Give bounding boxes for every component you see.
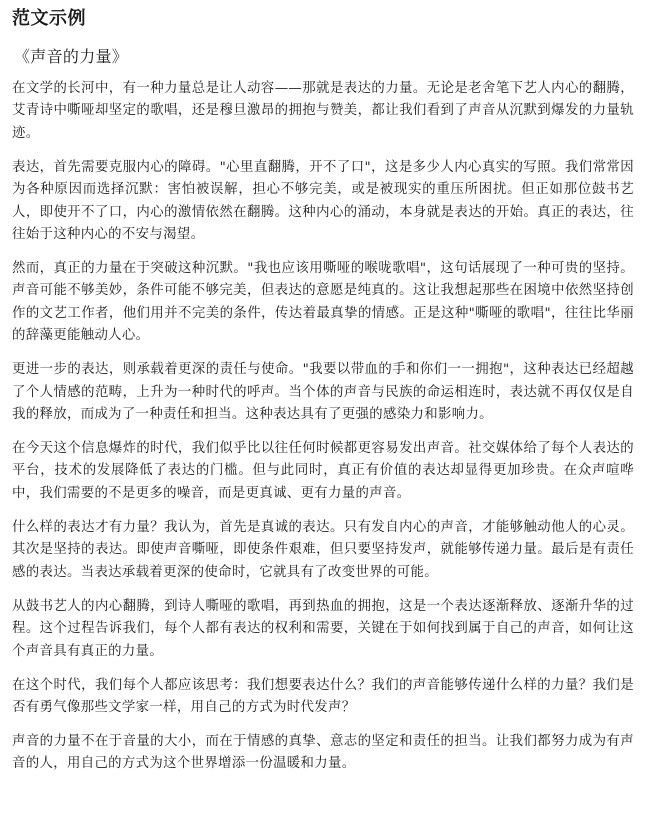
paragraph: 从鼓书艺人的内心翻腾，到诗人嘶哑的歌唱，再到热血的拥抱，这是一个表达逐渐释放、逐渐升华的过程。这个过程告诉我们，每个人都有表达的权利和需要，关键在于如何找到属于自己的声音，如何让这个声音具有真正的力量。 (12, 598, 634, 659)
paragraph: 然而，真正的力量在于突破这种沉默。"我也应该用嘶哑的喉咙歌唱"，这句话展现了一种可贵的坚持。声音可能不够美妙，条件可能不够完美，但表达的意愿是纯真的。这让我想起那些在困境中依然坚持创作的文艺工作者，他们用并不完美的条件，传达着最真挚的情感。正是这种"嘶哑的歌唱"，往往比华丽的辞藻更能触动人心。 (12, 261, 634, 344)
paragraph: 在今天这个信息爆炸的时代，我们似乎比以往任何时候都更容易发出声音。社交媒体给了每个人表达的平台，技术的发展降低了表达的门槛。但与此同时，真正有价值的表达却显得更加珍贵。在众声喧哗中，我们需要的不是更多的噪音，而是更真诚、更有力量的声音。 (12, 441, 634, 501)
essay-body (12, 78, 634, 776)
paragraph: 声音的力量不在于音量的大小，而在于情感的真挚、意志的坚定和责任的担当。让我们都努力成为有声音的人，用自己的方式为这个世界增添一份温暖和力量。 (12, 733, 634, 772)
paragraph: 表达，首先需要克服内心的障碍。"心里直翻腾，开不了口"，这是多少人内心真实的写照。我们常常因为各种原因而选择沉默：害怕被误解，担心不够完美，或是被现实的重压所困扰。但正如那位鼓书艺人，即使开不了口，内心的激情依然在翻腾。这种内心的涌动，本身就是表达的开始。真正的表达，往往始于这种内心的不安与渴望。 (12, 159, 634, 243)
page-heading: 范文示例 (12, 8, 86, 29)
paragraph: 在这个时代，我们每个人都应该思考：我们想要表达什么？我们的声音能够传递什么样的力量？我们是否有勇气像那些文学家一样，用自己的方式为时代发声？ (12, 677, 634, 715)
paragraph: 更进一步的表达，则承载着更深的责任与使命。"我要以带血的手和你们一一拥抱"，这种表达已经超越了个人情感的范畴，上升为一种时代的呼声。当个体的声音与民族的命运相连时，表达就不再仅仅是自我的释放，而成为了一种责任和担当。这种表达具有了更强的感染力和影响力。 (12, 362, 634, 423)
paragraph: 在文学的长河中，有一种力量总是让人动容——那就是表达的力量。无论是老舍笔下艺人内心的翻腾，艾青诗中嘶哑却坚定的歌唱，还是穆旦激昂的拥抱与赞美，都让我们看到了声音从沉默到爆发的力量轨迹。 (12, 81, 634, 141)
paragraph: 什么样的表达才有力量？我认为，首先是真诚的表达。只有发自内心的声音，才能够触动他人的心灵。其次是坚持的表达。即使声音嘶哑，即使条件艰难，但只要坚持发声，就能够传递力量。最后是有责任感的表达。当表达承载着更深的使命时，它就具有了改变世界的可能。 (12, 519, 634, 580)
essay-title: 《声音的力量》 (14, 47, 129, 66)
